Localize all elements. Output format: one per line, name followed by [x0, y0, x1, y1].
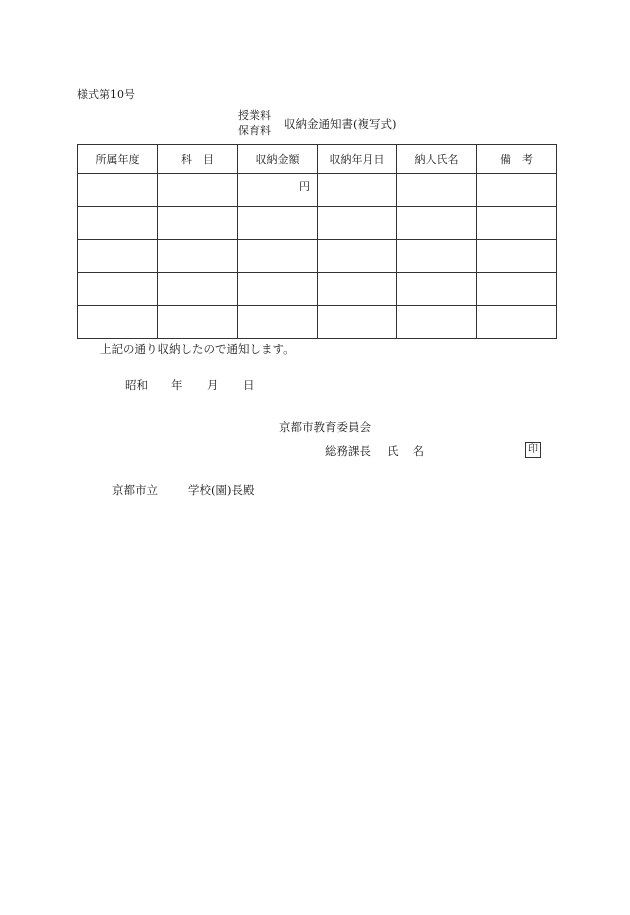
addressee-line	[112, 482, 254, 498]
table-header-row	[78, 145, 557, 174]
document-title: 収納金通知書(複写式)	[284, 117, 397, 131]
table-cell	[158, 306, 238, 339]
date-day-label: 日	[243, 378, 255, 392]
table-cell	[397, 174, 477, 207]
table-cell	[78, 240, 158, 273]
table-cell	[158, 207, 238, 240]
table-cell	[318, 240, 397, 273]
signer-position: 総務課長	[325, 444, 371, 458]
issuer-organization: 京都市教育委員会	[279, 420, 371, 434]
header-receipt-date: 収納年月日	[318, 145, 397, 174]
amount-cell: 円	[238, 174, 318, 207]
fee-type-tuition: 授業料	[238, 109, 271, 122]
amount-cell	[238, 240, 318, 273]
header-remarks: 備 考	[477, 145, 557, 174]
table-cell	[158, 273, 238, 306]
table-cell	[78, 306, 158, 339]
header-amount: 収納金額	[238, 145, 318, 174]
date-era: 昭和	[125, 378, 148, 392]
signer-line	[325, 443, 424, 459]
table-cell	[397, 240, 477, 273]
table-cell	[477, 240, 557, 273]
table-cell	[477, 207, 557, 240]
table-row	[78, 207, 557, 240]
table-cell	[78, 174, 158, 207]
addressee-suffix: 学校(園)長殿	[188, 483, 255, 497]
date-month-label: 月	[207, 378, 219, 392]
fee-type-stack	[238, 108, 271, 138]
table-row	[78, 174, 557, 207]
table-cell	[318, 273, 397, 306]
table-cell	[158, 174, 238, 207]
header-subject: 科 目	[158, 145, 238, 174]
table-row	[78, 240, 557, 273]
table-cell	[158, 240, 238, 273]
addressee-prefix: 京都市立	[112, 483, 158, 497]
amount-cell	[238, 207, 318, 240]
fee-type-childcare: 保育料	[238, 124, 271, 137]
table-cell	[318, 306, 397, 339]
form-number: 様式第10号	[77, 88, 135, 101]
table-cell	[397, 306, 477, 339]
amount-cell	[238, 273, 318, 306]
header-fiscal-year: 所属年度	[78, 145, 158, 174]
table-cell	[78, 273, 158, 306]
table-row	[78, 273, 557, 306]
name-label-1: 氏	[387, 444, 399, 458]
table-cell	[397, 273, 477, 306]
table-cell	[477, 174, 557, 207]
table-cell	[318, 207, 397, 240]
table-cell	[78, 207, 158, 240]
header-payer-name: 納人氏名	[397, 145, 477, 174]
table-row	[78, 306, 557, 339]
date-year-label: 年	[171, 378, 183, 392]
notice-statement: 上記の通り収納したので通知します。	[100, 342, 295, 356]
table-cell	[477, 273, 557, 306]
date-line	[125, 377, 255, 393]
seal-icon: 印	[525, 442, 541, 458]
table-cell	[397, 207, 477, 240]
receipt-table	[77, 144, 557, 339]
name-label-2: 名	[412, 444, 424, 458]
table-cell	[477, 306, 557, 339]
amount-cell	[238, 306, 318, 339]
table-cell	[318, 174, 397, 207]
